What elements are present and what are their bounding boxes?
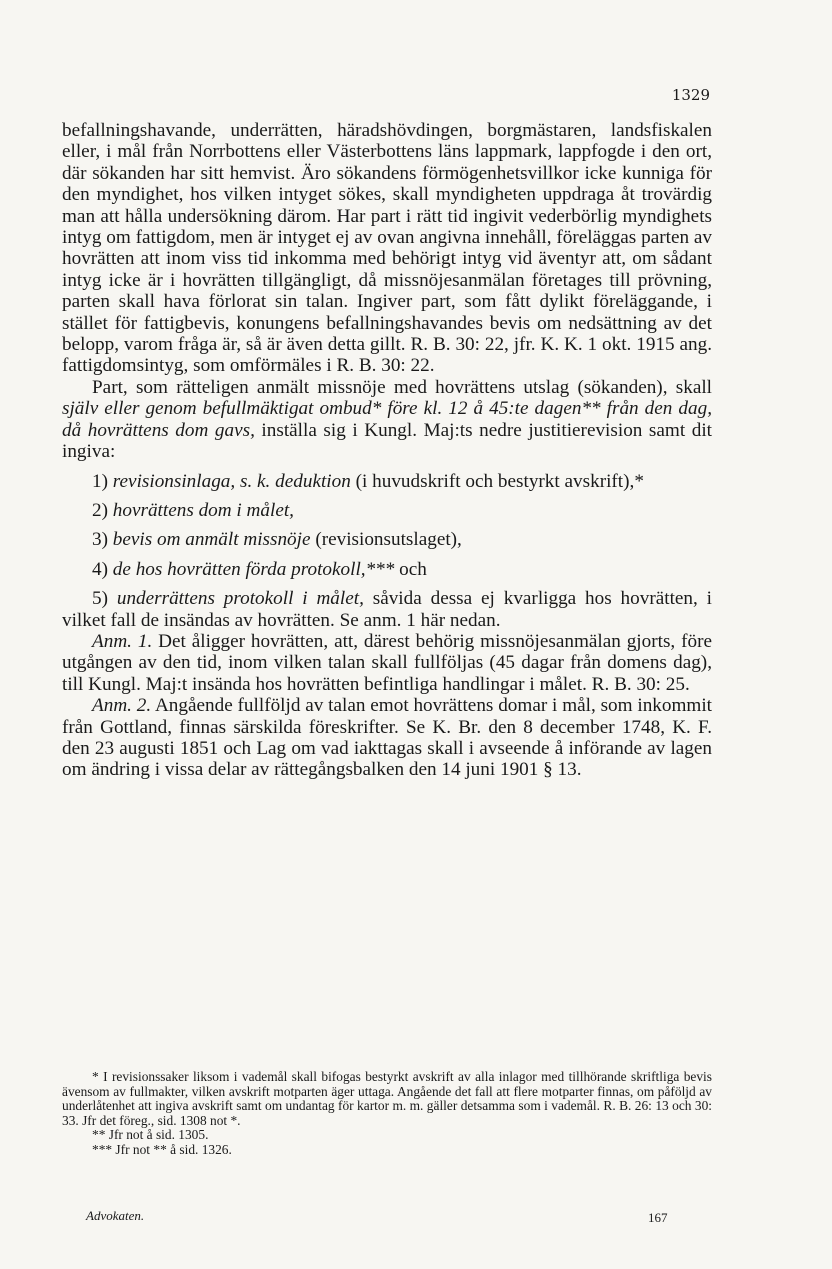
- list-number: 5): [92, 588, 117, 610]
- list-number: 3): [92, 529, 113, 551]
- list-text: (revisionsutslaget),: [310, 529, 462, 551]
- footnote-3: *** Jfr not ** å sid. 1326.: [92, 1141, 232, 1157]
- note-label: Anm. 1.: [92, 630, 153, 652]
- list-text: (i huvudskrift och bestyrkt avskrift),*: [350, 470, 644, 492]
- note-1: [62, 631, 712, 695]
- paragraph-2-start: Part, som rätteligen anmält missnöje med hovrättens utslag (sökanden), skall: [92, 376, 712, 398]
- list-emphasis: revisionsinlaga, s. k. deduktion: [112, 470, 351, 492]
- paragraph-2: [62, 377, 712, 463]
- list-item: [62, 471, 712, 492]
- list-number: 1): [92, 470, 113, 492]
- list-number: 4): [92, 558, 113, 580]
- paragraph-2-end: inställa sig i Kungl. Maj:ts nedre justitierevision samt dit ingiva:: [62, 419, 712, 463]
- list-text: såvida dessa ej kvarligga hos hovrätten, i vilket fall de insändas av hovrätten. Se anm. 1 här nedan.: [62, 588, 712, 631]
- list-emphasis: underrättens protokoll i målet,: [116, 588, 364, 610]
- list-item: [62, 559, 712, 580]
- list-number: 2): [92, 499, 113, 521]
- sheet-number: 167: [648, 1210, 668, 1225]
- footnote-2: ** Jfr not å sid. 1305.: [92, 1127, 209, 1143]
- list-emphasis: bevis om anmält missnöje: [112, 529, 311, 551]
- list-item: [62, 500, 712, 521]
- note-text: Det åligger hovrätten, att, därest behörig missnöjesanmälan gjorts, före utgången av den tid, inom vilken talan skall fullföljas (45 dagar från domens dag), till Kungl. Maj:t insända hos hovrätten befintliga handlingar i målet. R. B. 30: 25.: [62, 630, 713, 695]
- list-emphasis: hovrättens dom i målet,: [112, 499, 294, 521]
- list-item: [62, 529, 712, 550]
- note-label: Anm. 2.: [92, 695, 152, 717]
- document-page: [62, 80, 712, 1250]
- list-text: och: [394, 558, 427, 580]
- page-number: 1329: [671, 86, 710, 104]
- signature-mark: Advokaten.: [86, 1208, 145, 1223]
- body-text: [62, 120, 712, 781]
- list-emphasis: de hos hovrätten förda protokoll,***: [112, 558, 395, 580]
- paragraph-2-emphasis: själv eller genom befullmäktigat ombud* före kl. 12 å 45:te dagen** från den dag, då hovrättens dom gavs,: [62, 398, 712, 441]
- footnote-1: * I revisionssaker liksom i vademål skall bifogas bestyrkt avskrift av alla inlagor med tillhörande skriftliga bevis ävensom av fullmakter, vilken avskrift motparten äger uttaga. Angående det fall att flere motparter finnas, om påföljd av underlåtenhet att ingiva avskrift samt om undantag för kartor m. m. gäller detsamma som i vademål. R. B. 26: 13 och 30: 33. Jfr det föreg., sid. 1308 not *.: [62, 1069, 712, 1128]
- list-item: [62, 588, 712, 631]
- footnotes: [62, 1070, 712, 1158]
- note-2: [62, 695, 712, 781]
- paragraph-1: befallningshavande, underrätten, häradshövdingen, borgmästaren, landsfiskalen eller, i mål från Norrbottens eller Västerbottens läns lappmark, lappfogde i den ort, där sökanden har sitt hemvist. Äro sökandens förmögenhetsvillkor icke kunniga för den myndighet, hos vilken intyget sökes, skall myndigheten uppdraga åt trovärdig man att hålla undersökning därom. Har part i rätt tid ingivit vederbörlig myndighets intyg om fattigdom, men är intyget ej av ovan angivna innehåll, föreläggas parten av hovrätten att inom viss tid inkomma med behörigt intyg vid äventyr att, om sådant intyg icke är i hovrätten tillgängligt, då missnöjesanmälan företages till prövning, parten skall hava förlorat sin talan. Ingiver part, som fått dylikt föreläggande, i stället för fattigbevis, konungens befallningshavandes bevis om nedsättning av det belopp, varom fråga är, så är även detta gillt. R. B. 30: 22, jfr. K. K. 1 okt. 1915 ang. fattigdomsintyg, som omförmäles i R. B. 30: 22.: [62, 120, 712, 377]
- note-text: Angående fullföljd av talan emot hovrättens domar i mål, som inkommit från Gottland, finnas särskilda föreskrifter. Se K. Br. den 8 december 1748, K. F. den 23 augusti 1851 och Lag om vad iakttagas skall i avseende å införande av lagen om ändring i vissa delar av rättegångsbalken den 14 juni 1901 § 13.: [62, 695, 713, 781]
